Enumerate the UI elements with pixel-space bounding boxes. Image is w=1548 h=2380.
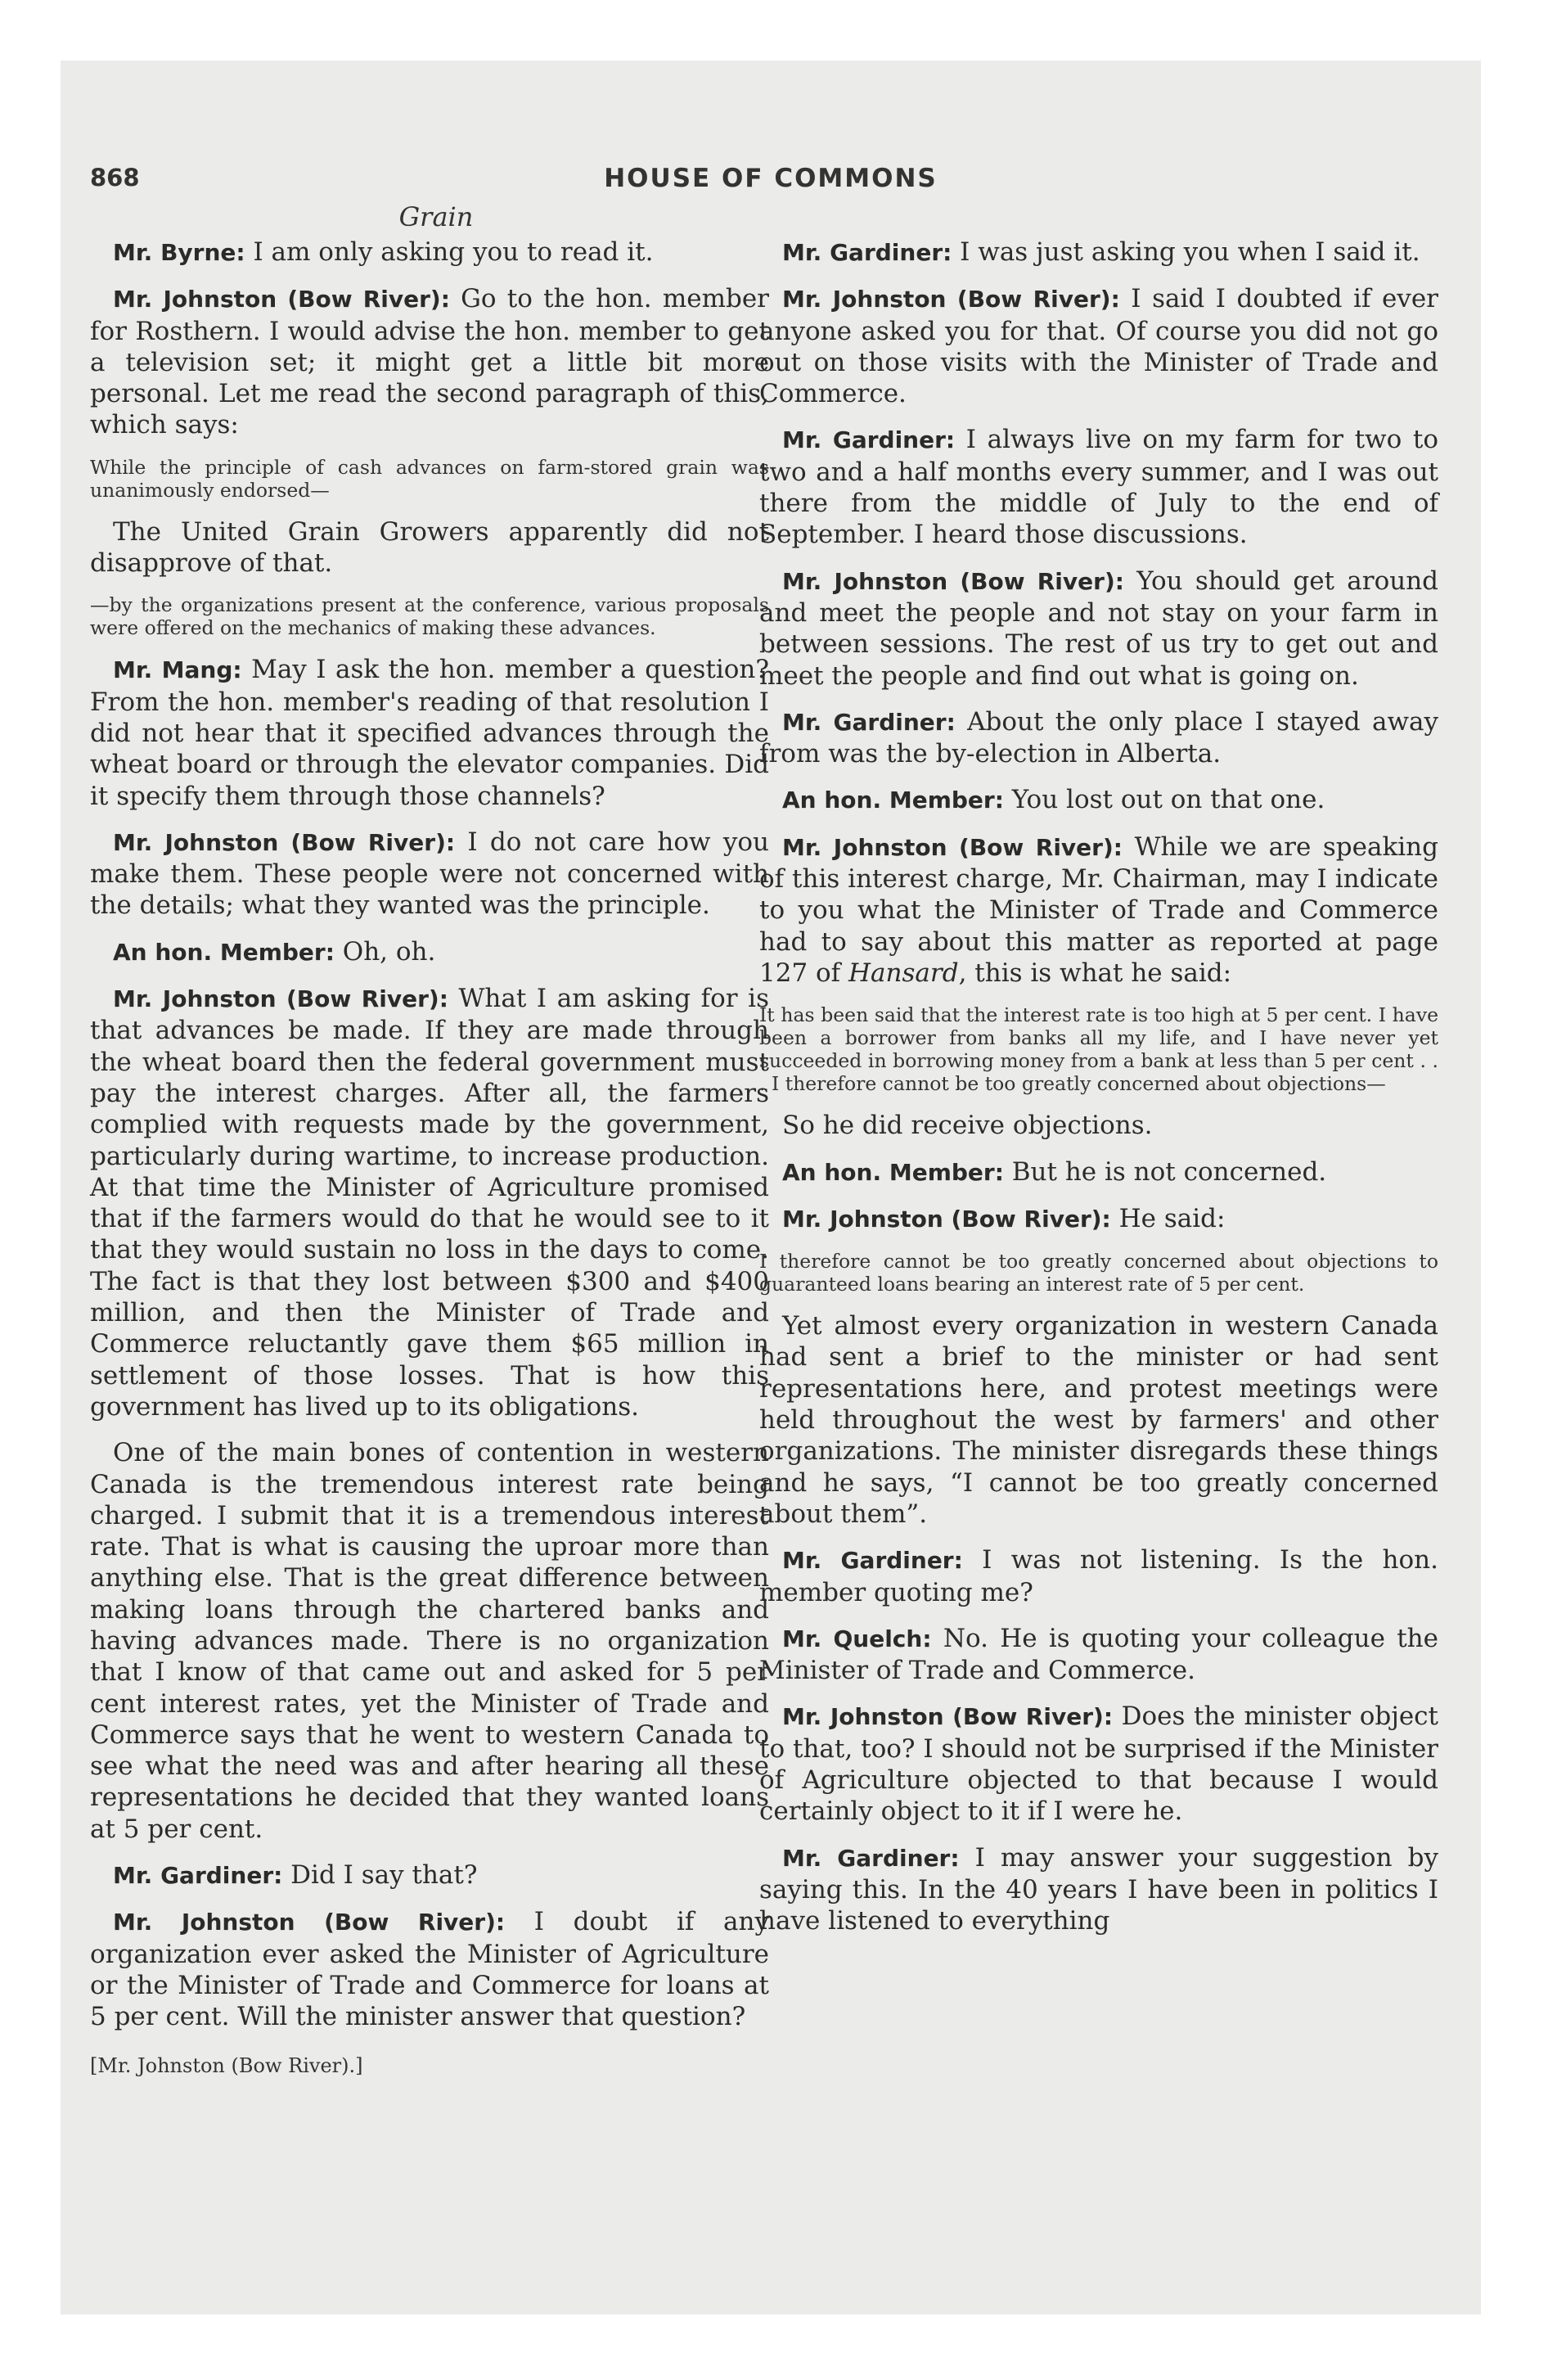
speaker-name: Mr. Gardiner: xyxy=(782,708,956,736)
block-quote: While the principle of cash advances on farm-stored grain was unanimously endorsed— xyxy=(90,455,769,502)
speaker-name: An hon. Member: xyxy=(782,1158,1004,1186)
speaker-name: An hon. Member: xyxy=(782,787,1004,814)
speech-text: I always live on my farm for two to two and a half months every summer, and I was out there from the middle of July to the end of September. I heard those discussions. xyxy=(759,425,1438,550)
block-quote: It has been said that the interest rate is too high at 5 per cent. I have been a borrower from banks all my life, and I have never yet succeeded in borrowing money from a bank at less than 5 per cent . . . I therefore cannot be too greatly concerned about objections— xyxy=(759,1003,1438,1096)
speech-paragraph xyxy=(90,237,769,268)
speaker-name: Mr. Johnston (Bow River): xyxy=(782,286,1120,313)
speech-paragraph xyxy=(759,283,1438,409)
speech-text: I was not listening. Is the hon. member quoting me? xyxy=(759,1545,1438,1607)
block-quote: I therefore cannot be too greatly concerned about objections to guaranteed loans bearing an interest rate of 5 per cent. xyxy=(759,1250,1438,1296)
speech-text: No. He is quoting your colleague the Minister of Trade and Commerce. xyxy=(759,1623,1438,1686)
speech-text: What I am asking for is that advances be made. If they are made through the wheat board then the federal government must pay the interest charges. After all, the farmers complied with requests made by the government, particularly during wartime, to increase production. At that time the Minister of Agriculture promised that if the farmers would do that he would see to it that they would sustain no loss in the days to come. The fact is that they lost between $300 and $400 million, and then the Minister of Trade and Commerce reluctantly gave them $65 million in settlement of those losses. That is how this government has lived up to its obligations. xyxy=(90,984,769,1422)
speech-paragraph xyxy=(90,936,769,968)
text-paragraph: So he did receive objections. xyxy=(782,1111,1153,1141)
speech-text: Oh, oh. xyxy=(334,936,436,967)
speech-paragraph xyxy=(90,983,769,1422)
speaker-name: Mr. Johnston (Bow River): xyxy=(113,1909,506,1936)
speaker-name: Mr. Byrne: xyxy=(113,239,245,266)
speaker-name: Mr. Johnston (Bow River): xyxy=(782,1205,1111,1233)
speech-paragraph xyxy=(759,237,1438,268)
speech-paragraph xyxy=(759,1203,1438,1235)
speech-text: I do not care how you make them. These people were not concerned with the details; what they wanted was the principle. xyxy=(90,827,770,921)
speech-text: Did I say that? xyxy=(282,1860,478,1891)
speaker-name: An hon. Member: xyxy=(113,938,335,966)
text-paragraph: Yet almost every organization in western Canada had sent a brief to the minister or had sent representations here, and protest meetings were held throughout the west by farmers' and other organizations. The minister disregards these things and he says, “I cannot be too greatly concerned about them”. xyxy=(759,1311,1438,1529)
left-column xyxy=(90,237,769,2077)
speech-paragraph xyxy=(90,827,769,922)
speech-text: I may answer your suggestion by saying this. In the 40 years I have been in politics I have listened to everything xyxy=(759,1842,1439,1936)
speech-text: You should get around and meet the people and not stay on your farm in between sessions. The rest of us try to get out and meet the people and find out what is going on. xyxy=(759,566,1439,691)
speaker-name: Mr. Mang: xyxy=(113,656,242,684)
speech-text: May I ask the hon. member a question? From the hon. member's reading of that resolution I did not hear that it specified advances through the wheat board or through the elevator companies. Did it specify them through those channels? xyxy=(90,655,769,811)
speech-text: Does the minister object to that, too? I should not be surprised if the Minister of Agriculture objected to that because I would certainly object to it if I were he. xyxy=(759,1702,1438,1827)
speaker-name: Mr. Johnston (Bow River): xyxy=(113,985,448,1013)
speech-text: I doubt if any organization ever asked the Minister of Agriculture or the Minister of Trade and Commerce for loans at 5 per cent. Will the minister answer that question? xyxy=(90,1907,769,2032)
speech-paragraph xyxy=(759,566,1438,692)
speaker-name: Mr. Quelch: xyxy=(782,1625,932,1652)
speech-paragraph xyxy=(759,1544,1438,1608)
speech-paragraph xyxy=(90,1906,769,2032)
speech-paragraph xyxy=(90,1859,769,1891)
speech-paragraph xyxy=(759,832,1438,989)
speech-text: You lost out on that one. xyxy=(1003,785,1325,815)
speech-paragraph xyxy=(90,654,769,811)
speaker-name: Mr. Johnston (Bow River): xyxy=(113,286,450,313)
hansard-citation: Hansard xyxy=(848,958,959,988)
speech-text-tail: , this is what he said: xyxy=(958,958,1232,988)
speaker-name: Mr. Johnston (Bow River): xyxy=(113,828,456,856)
speech-paragraph xyxy=(759,1701,1438,1827)
speaker-name: Mr. Gardiner: xyxy=(782,1844,960,1872)
speaker-name: Mr. Gardiner: xyxy=(782,426,956,454)
speaker-name: Mr. Johnston (Bow River): xyxy=(782,1703,1114,1731)
speech-text: I was just asking you when I said it. xyxy=(952,237,1420,267)
block-quote: —by the organizations present at the conference, various proposals were offered on the mechanics of making these advances. xyxy=(90,593,769,640)
speech-text: About the only place I stayed away from was the by-election in Alberta. xyxy=(759,706,1438,769)
speech-paragraph xyxy=(90,283,769,440)
speaker-footer-reference: [Mr. Johnston (Bow River).] xyxy=(90,2053,363,2077)
speech-text: He said: xyxy=(1110,1203,1226,1233)
right-column xyxy=(759,237,1438,1951)
speech-paragraph xyxy=(759,1842,1438,1937)
speech-text: While we are speaking of this interest charge, Mr. Chairman, may I indicate to you what the Minister of Trade and Commerce had to say about this matter as reported at page 127 of xyxy=(759,832,1438,988)
speech-paragraph xyxy=(759,424,1438,550)
text-paragraph: The United Grain Growers apparently did not disapprove of that. xyxy=(90,516,769,579)
text-paragraph: One of the main bones of contention in western Canada is the tremendous interest rate being charged. I submit that it is a tremendous interest rate. That is what is causing the uproar more than anything else. That is the great difference between making loans through the chartered banks and having advances made. There is no organization that I know of that came out and asked for 5 per cent interest rates, yet the Minister of Trade and Commerce says that he went to western Canada to see what the need was and after hearing all these representations he decided that they wanted loans at 5 per cent. xyxy=(90,1438,769,1844)
speech-text: I said I doubted if ever anyone asked you for that. Of course you did not go out on those visits with the Minister of Trade and Commerce. xyxy=(759,284,1438,409)
page-header xyxy=(61,164,1481,196)
speech-paragraph xyxy=(759,784,1438,816)
speaker-name: Mr. Gardiner: xyxy=(782,1547,963,1575)
speaker-name: Mr. Johnston (Bow River): xyxy=(782,833,1123,861)
hansard-page xyxy=(61,61,1481,2315)
speech-paragraph xyxy=(759,1156,1438,1188)
speaker-name: Mr. Gardiner: xyxy=(782,239,952,266)
page-number: 868 xyxy=(90,164,140,192)
speech-paragraph xyxy=(759,1623,1438,1687)
subject-heading: Grain xyxy=(398,201,474,232)
speech-paragraph xyxy=(759,706,1438,770)
speech-text: But he is not concerned. xyxy=(1003,1156,1327,1187)
speaker-name: Mr. Gardiner: xyxy=(113,1862,283,1890)
speech-text: I am only asking you to read it. xyxy=(245,237,654,267)
running-head: HOUSE OF COMMONS xyxy=(604,164,938,193)
speech-text: Go to the hon. member for Rosthern. I would advise the hon. member to get a television set; it might get a little bit more personal. Let me read the second paragraph of this, which says: xyxy=(90,284,770,440)
speaker-name: Mr. Johnston (Bow River): xyxy=(782,567,1124,595)
